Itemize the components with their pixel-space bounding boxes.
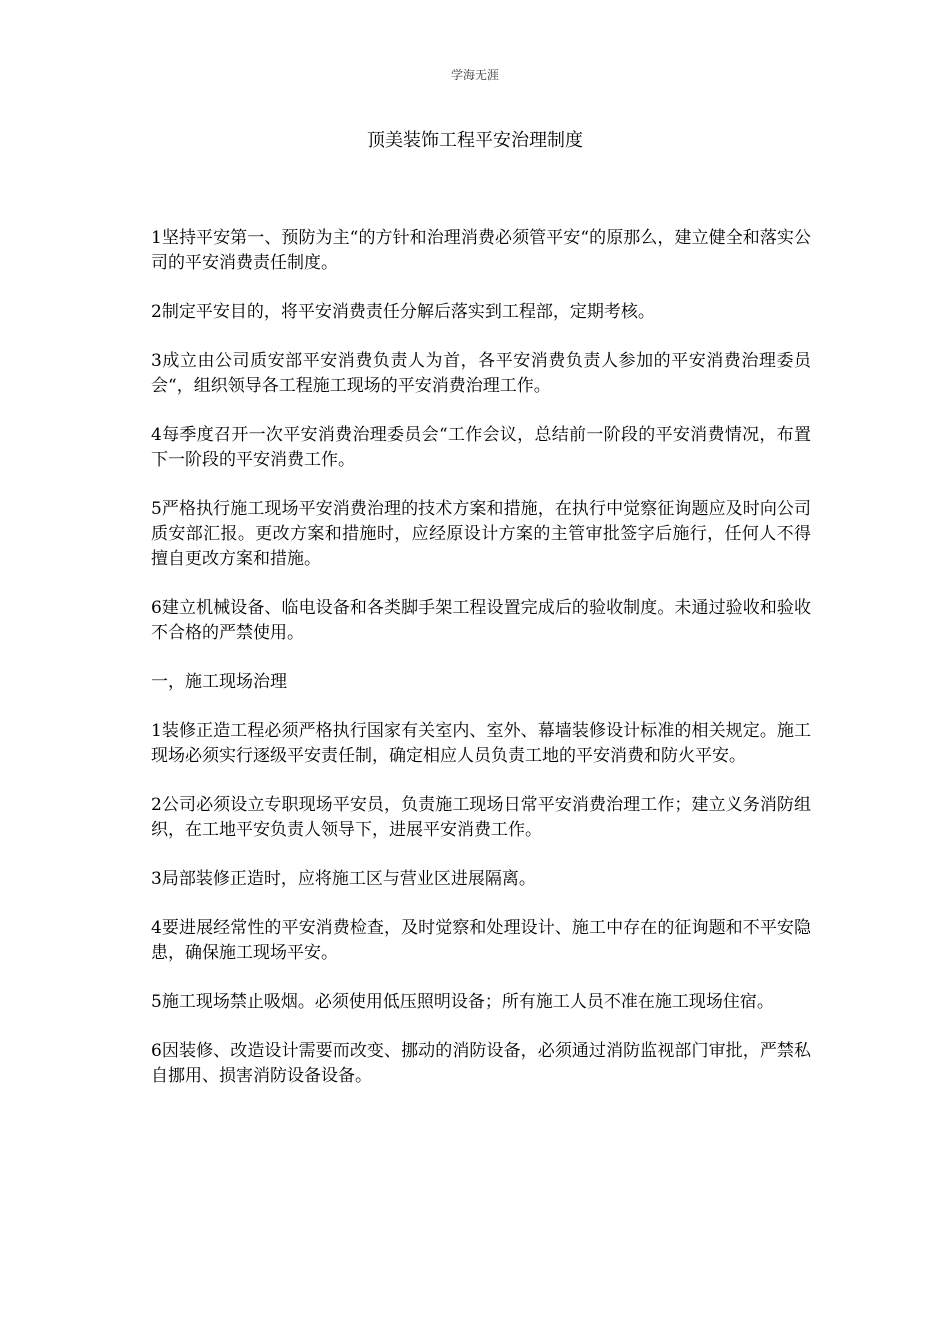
paragraph-10: 4要进展经常性的平安消费检查，及时觉察和处理设计、施工中存在的征询题和不平安隐患，确保施工现场平安。 xyxy=(151,918,811,963)
paragraph-8: 2公司必须设立专职现场平安员，负责施工现场日常平安消费治理工作；建立义务消防组织，在工地平安负责人领导下，进展平安消费工作。 xyxy=(151,795,811,840)
paragraph-9: 3局部装修正造时，应将施工区与营业区进展隔离。 xyxy=(151,869,536,889)
page-header: 学海无涯 xyxy=(450,68,499,82)
document-body xyxy=(151,226,811,1113)
paragraph-4: 4每季度召开一次平安消费治理委员会“工作会议，总结前一阶段的平安消费情况，布置下一阶段的平安消费工作。 xyxy=(151,425,811,470)
paragraph-3: 3成立由公司质安部平安消费负责人为首，各平安消费负责人参加的平安消费治理委员会“，组织领导各工程施工现场的平安消费治理工作。 xyxy=(151,351,811,396)
paragraph-5: 5严格执行施工现场平安消费治理的技术方案和措施，在执行中觉察征询题应及时向公司质安部汇报。更改方案和措施时，应经原设计方案的主管审批签字后施行，任何人不得擅自更改方案和措施。 xyxy=(151,499,811,569)
paragraph-2: 2制定平安目的，将平安消费责任分解后落实到工程部，定期考核。 xyxy=(151,302,655,322)
paragraph-1: 1坚持平安第一、预防为主“的方针和治理消费必须管平安“的原那么，建立健全和落实公司的平安消费责任制度。 xyxy=(151,228,811,273)
paragraph-11: 5施工现场禁止吸烟。必须使用低压照明设备；所有施工人员不准在施工现场住宿。 xyxy=(151,992,774,1012)
document-title: 顶美装饰工程平安治理制度 xyxy=(367,130,583,151)
paragraph-12: 6因装修、改造设计需要而改变、挪动的消防设备，必须通过消防监视部门审批，严禁私自挪用、损害消防设备设备。 xyxy=(151,1041,811,1086)
paragraph-7: 1装修正造工程必须严格执行国家有关室内、室外、幕墙装修设计标准的相关规定。施工现场必须实行逐级平安责任制，确定相应人员负责工地的平安消费和防火平安。 xyxy=(151,721,811,766)
paragraph-6: 6建立机械设备、临电设备和各类脚手架工程设置完成后的验收制度。未通过验收和验收不合格的严禁使用。 xyxy=(151,598,811,643)
section-heading: 一，施工现场治理 xyxy=(151,672,287,692)
